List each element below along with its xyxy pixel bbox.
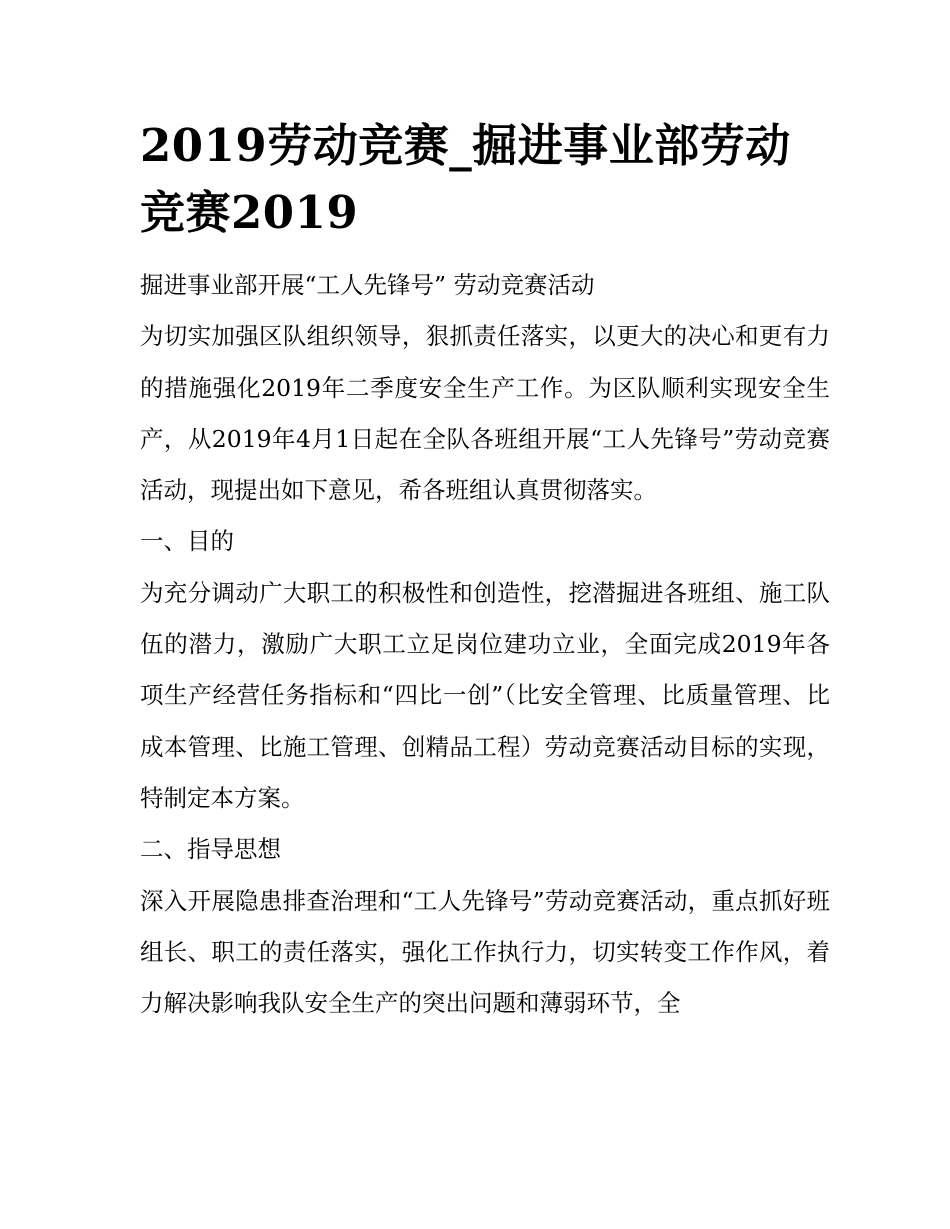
document-content — [140, 112, 830, 1029]
paragraph-intro: 为切实加强区队组织领导，狠抓责任落实，以更大的决心和更有力的措施强化2019年二季度安全生产工作。为区队顺利实现安全生产，从2019年4月1日起在全队各班组开展“工人先锋号”劳动竞赛活动，现提出如下意见，希各班组认真贯彻落实。 — [140, 322, 830, 505]
paragraph-guiding-thought: 深入开展隐患排查治理和“工人先锋号”劳动竞赛活动，重点抓好班组长、职工的责任落实，强化工作执行力，切实转变工作作风，着力解决影响我队安全生产的突出问题和薄弱环节，全 — [140, 886, 830, 1018]
paragraph-subtitle: 掘进事业部开展“工人先锋号” 劳动竞赛活动 — [140, 271, 595, 299]
section-heading-guiding-thought: 二、指导思想 — [140, 835, 281, 864]
document-body — [140, 260, 830, 1029]
document-title: 2019劳动竞赛_掘进事业部劳动竞赛2019 — [140, 119, 791, 239]
paragraph-purpose: 为充分调动广大职工的积极性和创造性，挖潜掘进各班组、施工队伍的潜力，激励广大职工立足岗位建功立业，全面完成2019年各项生产经营任务指标和“四比一创”（比安全管理、比质量管理、比成本管理、比施工管理、创精品工程）劳动竞赛活动目标的实现，特制定本方案。 — [140, 578, 830, 812]
section-heading-purpose: 一、目的 — [140, 527, 234, 556]
